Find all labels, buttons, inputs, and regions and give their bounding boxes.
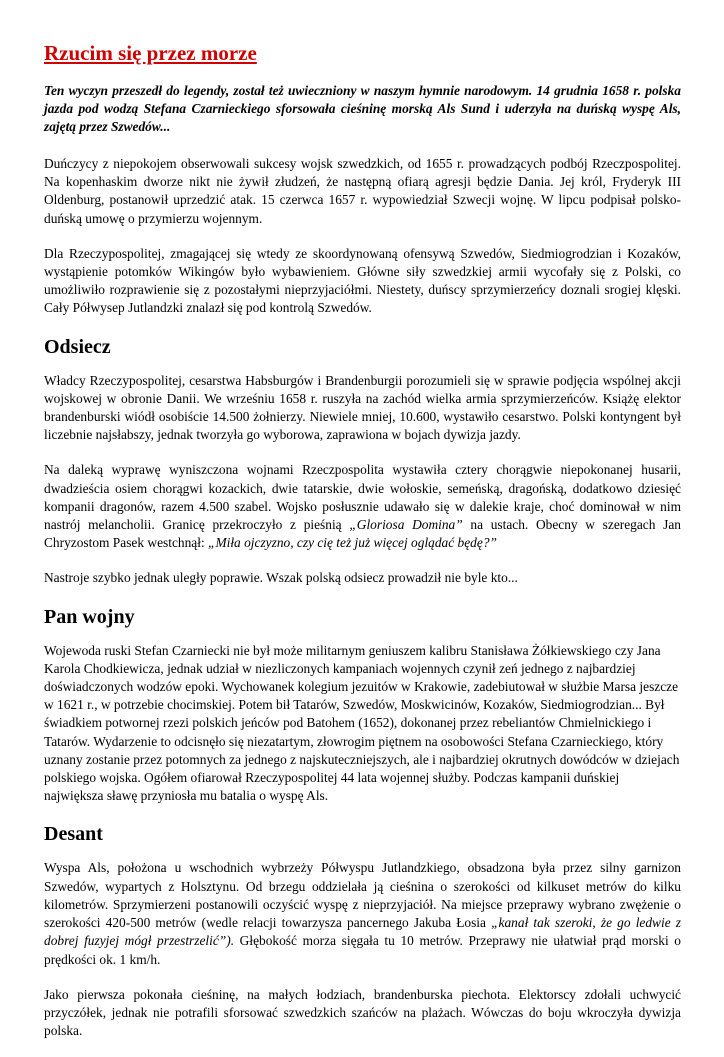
- section-heading-odsiecz: Odsiecz: [44, 335, 111, 358]
- pan-wojny-paragraph-1: Wojewoda ruski Stefan Czarniecki nie był może militarnym geniuszem kalibru Stanisława Żółkiewskiego czy Jana Karola Chodkiewicza, jednak udział w niezliczonych kampaniach wojennych czynił zeń jednego z najbardziej doświadczonych wodzów epoki. Wychowanek kolegium jezuitów w Krakowie, zadebiutował w służbie Marsa jeszcze w 1621 r., w potrzebie chocimskiej. Potem bił Tatarów, Szwedów, Moskwicinów, Kozaków, Siedmiogrodzian... Był świadkiem potwornej rzezi polskich jeńców pod Batohem (1652), dokonanej przez rebeliantów Chmielnickiego i Tatarów. Wydarzenie to odcisnęło się niezatartym, złowrogim piętnem na osobowości Stefana Czarnieckiego, który uznany zostanie przez potomnych za jednego z najskuteczniejszych, ale i najbardziej okrutnych dowódców w dziejach polskiego wojska. Ogółem ofiarował Rzeczypospolitej 44 lata wojennej służby. Podczas kampanii duńskiej największa sławę przyniosła mu batalia o wyspę Als.: [44, 642, 680, 804]
- intro-paragraph-2: Dla Rzeczypospolitej, zmagającej się wtedy ze skoordynowaną ofensywą Szwedów, Siedmiogrodzian i Kozaków, wystąpienie potomków Wikingów było wybawieniem. Główne siły szwedzkiej armii wycofały się z Polski, co umożliwiło rozprawienie się z pozostałymi nieprzyjaciółmi. Niestety, duńscy sprzymierzeńcy doznali srogiej klęski. Cały Półwysep Jutlandzki znalazł się pod kontrolą Szwedów.: [44, 245, 681, 316]
- odsiecz-text-a: Na daleką wyprawę wyniszczona wojnami Rzeczpospolita wystawiła cztery chorągwie niepokonanej husarii, dwadzieścia osiem chorągwi kozackich, dwie tatarskie, dwie wołoskie, semeńską, dragońską, dodatkowo dziesięć kompanii dragonów, razem 4.500 szabel. Wojsko posłusznie udawało się w dalekie kraje, choć dominował w nim nastrój melancholii. Granicę przekroczyło z pieśnią: [44, 462, 681, 533]
- desant-paragraph-2: Jako pierwsza pokonała cieśninę, na małych łodziach, brandenburska piechota. Elektorscy zdołali uchwycić przyczółek, jednak nie potrafili sforsować szwedzkich szańców na plażach. Wówczas do boju wkroczyła dywizja polska.: [44, 986, 681, 1039]
- desant-text-a: Wyspa Als, położona u wschodnich wybrzeży Półwyspu Jutlandzkiego, obsadzona była przez silny garnizon Szwedów, wypartych z Holsztynu. Od brzegu oddzielała ją cieśnina o szerokości od kilkuset metrów do kilku kilometrów. Sprzymierzeni postanowili oczyścić wyspę z nieprzyjaciół. Na miejsce przeprawy wybrano zwężenie o szerokości 420-500 metrów (wedle relacji towarzysza pancernego Jakuba Łosia: [44, 860, 681, 931]
- intro-paragraph-1: Duńczycy z niepokojem obserwowali sukcesy wojsk szwedzkich, od 1655 r. prowadzących podbój Rzeczpospolitej. Na kopenhaskim dworze nikt nie żywił złudzeń, że następną ofiarą agresji będzie Dania. Jej król, Fryderyk III Oldenburg, postanowił uprzedzić atak. 15 czerwca 1657 r. wypowiedział Szwecji wojnę. W lipcu podpisał polsko-duńską umowę o przymierzu wojennym.: [44, 156, 681, 226]
- article-title: Rzucim się przez morze: [44, 41, 257, 65]
- odsiecz-paragraph-3: Nastroje szybko jednak uległy poprawie. Wszak polską odsiecz prowadził nie byle kto...: [44, 570, 518, 586]
- article: [44, 40, 681, 1057]
- odsiecz-paragraph-1: Władcy Rzeczypospolitej, cesarstwa Habsburgów i Brandenburgii porozumieli się w sprawie podjęcia wspólnej akcji wojskowej w obronie Danii. We wrześniu 1658 r. ruszyła na zachód wielka armia sprzymierzeńców. Książę elektor brandenburski wiódł osobiście 14.500 żołnierzy. Niewiele mniej, 10.600, wystawiło cesarstwo. Polski kontyngent był liczebnie najsłabszy, jednak tworzyła go wyborowa, zaprawiona w bojach dywizja jazdy.: [44, 372, 681, 443]
- section-heading-pan-wojny: Pan wojny: [44, 605, 135, 628]
- section-heading-desant: Desant: [44, 823, 103, 846]
- song-title-quote: „Gloriosa Domina”: [349, 517, 463, 533]
- desant-text-c: Głębokość morza sięgała tu 10 metrów. Przeprawy nie ułatwiał prąd morski o prędkości ok. 1 km/h.: [44, 933, 681, 967]
- odsiecz-paragraph-2: [44, 461, 681, 552]
- odsiecz-text-c: na ustach. Obecny w szeregach Jan Chryzostom Pasek westchnął:: [44, 517, 681, 551]
- los-quote: „kanał tak szeroki, że go ledwie z dobrej fuzyjej mógł przestrzelić”).: [44, 915, 682, 949]
- desant-paragraph-1: [44, 859, 681, 968]
- lead-paragraph: Ten wyczyn przeszedł do legendy, został też uwieczniony w naszym hymnie narodowym. 14 grudnia 1658 r. polska jazda pod wodzą Stefana Czarnieckiego sforsowała cieśninę morską Als Sund i uderzyła na duńską wyspę Als, zajętą przez Szwedów...: [44, 83, 681, 134]
- pasek-quote: „Miła ojczyzno, czy cię też już więcej oglądać będę?”: [208, 535, 497, 551]
